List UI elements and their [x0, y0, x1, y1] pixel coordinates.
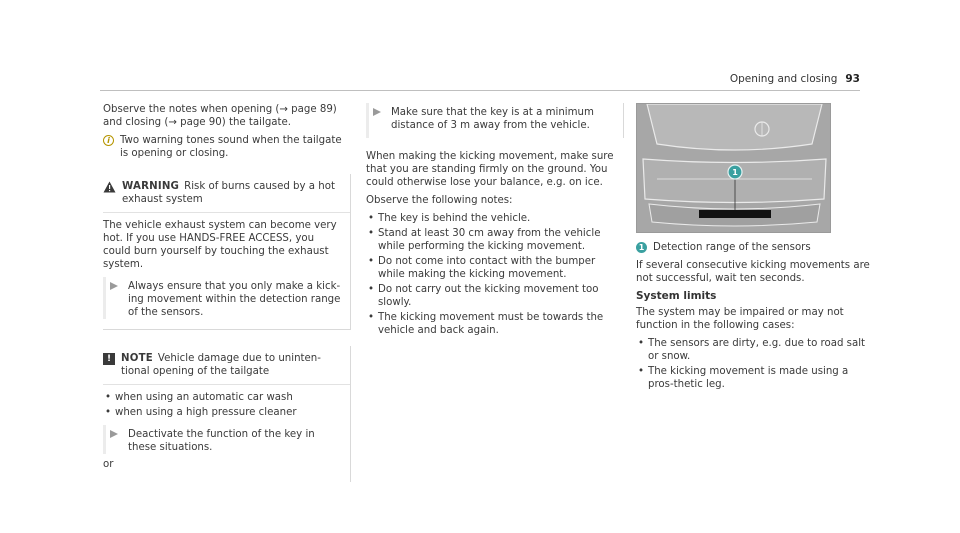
kicking-para: When making the kicking movement, make sure that you are standing firmly on the ground. You could otherwise lose your balance, e.g. on ice. [366, 151, 614, 188]
list-item: • Do not come into contact with the bumper while making the kicking movement. [366, 255, 624, 281]
list-item: • Stand at least 30 cm away from the vehicle while performing the kicking movement. [366, 227, 624, 253]
warning-box [103, 174, 351, 330]
notes-intro: Observe the following notes: [366, 195, 513, 206]
distance-step [366, 103, 623, 138]
list-item: • The kicking movement must be towards the vehicle and back again. [366, 311, 624, 337]
step-box [366, 103, 624, 138]
column-right [636, 103, 876, 396]
column-left [103, 103, 351, 482]
list-item: • The kicking movement is made using a pros-thetic leg. [636, 365, 876, 391]
notice-icon: ! [103, 353, 115, 365]
list-item: • The key is behind the vehicle. [366, 212, 624, 225]
notice-step-text: Deactivate the function of the key in these situations. [128, 429, 315, 453]
list-item: • when using an automatic car wash [103, 391, 342, 404]
step-arrow-icon [373, 108, 381, 116]
system-limits-heading: System limits [636, 290, 717, 302]
callout-badge: 1 [636, 242, 647, 253]
section-title: Opening and closing [729, 73, 838, 85]
warning-keyword: WARNING [122, 181, 180, 192]
warning-step [103, 277, 342, 319]
figure-callout-number: 1 [732, 168, 738, 177]
warning-header [103, 174, 350, 213]
list-item: • Do not carry out the kicking movement too slowly. [366, 283, 624, 309]
warning-triangle-icon [103, 181, 116, 193]
notice-keyword: NOTE [121, 353, 153, 364]
notice-header [103, 346, 350, 385]
list-item: • when using a high pressure cleaner [103, 406, 342, 419]
limits-bullets [636, 337, 876, 391]
intro-text: Observe the notes when opening (→ page 89) and closing (→ page 90) the tailgate. [103, 104, 337, 128]
distance-step-text: Make sure that the key is at a minimum distance of 3 m away from the vehicle. [391, 107, 594, 131]
notice-step [103, 425, 342, 454]
warning-body-text: The vehicle exhaust system can become very hot. If you use HANDS-FREE ACCESS, you could burn yourself by touching the exhaust system. [103, 220, 337, 270]
page-number: 93 [845, 73, 860, 85]
warning-title: Risk of burns caused by a hot exhaust system [122, 181, 335, 205]
step-arrow-icon [110, 282, 118, 290]
limits-intro: The system may be impaired or may not function in the following cases: [636, 307, 844, 331]
step-arrow-icon [110, 430, 118, 438]
car-rear-drawing [637, 104, 831, 233]
caption-text: Detection range of the sensors [653, 242, 811, 253]
notes-bullets [366, 212, 624, 337]
or-text: or [103, 459, 114, 470]
info-icon: i [103, 135, 114, 146]
notice-title: Vehicle damage due to uninten-tional opening of the tailgate [121, 353, 321, 377]
notice-body [103, 385, 350, 482]
figure-caption [636, 241, 876, 254]
consecutive-para: If several consecutive kicking movements are not successful, wait ten seconds. [636, 260, 870, 284]
notice-bullets [103, 391, 342, 419]
header-rule [100, 90, 860, 91]
column-middle [366, 103, 624, 342]
info-note-text: Two warning tones sound when the tailgate is opening or closing. [120, 135, 342, 159]
warning-step-text: Always ensure that you only make a kick-ing movement within the detection range of the sensors. [128, 281, 341, 318]
rear-bumper-illustration [636, 103, 831, 233]
info-note [103, 134, 351, 160]
warning-body [103, 213, 350, 329]
list-item: • The sensors are dirty, e.g. due to road salt or snow. [636, 337, 876, 363]
page-header [730, 73, 860, 86]
notice-box [103, 346, 351, 482]
